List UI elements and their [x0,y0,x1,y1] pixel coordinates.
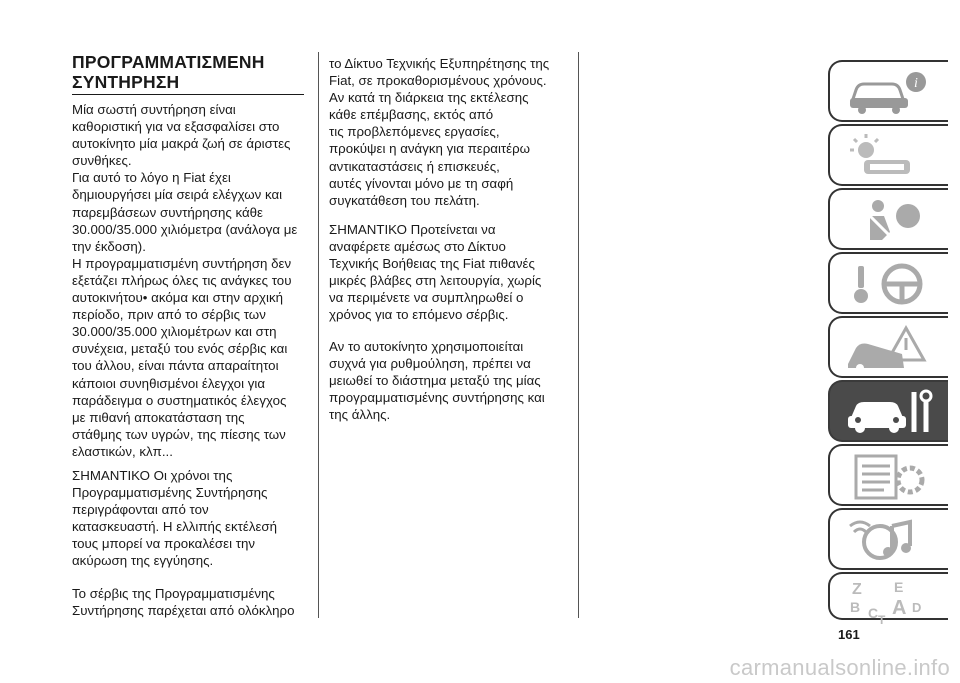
car-maintenance-icon [844,388,934,436]
svg-text:i: i [914,76,918,91]
tab-car-maintenance[interactable] [828,380,948,442]
tab-index[interactable] [828,572,948,624]
index-icon [844,580,934,624]
starting-driving-icon [844,260,934,308]
watermark: carmanualsonline.info [729,655,950,680]
tab-dashboard-lights[interactable] [828,124,948,186]
index-letter: A [892,597,907,619]
car-info-icon [844,68,934,116]
index-letter: B [850,599,861,615]
right-column-divider [578,52,579,618]
index-letter: D [912,600,922,615]
index-letter: C [868,605,879,621]
left-paragraph-2: ΣΗΜΑΝΤΙΚΟ Οι χρόνοι της Προγραμματισμένης Συντήρησης περιγράφονται από τον κατασκευαστή. Η ελλιπής εκτέλεσή τους μπορεί να προκαλέσει την ακύρωση της εγγύησης. [72,468,277,569]
left-paragraph-1: Μία σωστή συντήρηση είναι καθοριστική για να εξασφαλίσει στο αυτοκίνητο μία μακρά ζωή σε άριστες συνθήκες. Για αυτό το λόγο η Fiat έχει δημιουργήσει μία σειρά ελέγχων και παρεμβάσεων συντήρησης κάθε 30.000/35.000 χιλιόμετρα (ανάλογα με την έκδοση). Η προγραμματισμένη συντήρηση δεν εξετάζει πλήρως όλες τις ανάγκες του αυτοκινήτου• ακόμα και στην αρχική περίοδο, πριν από το σέρβις των 30.000/35.000 χιλιομέτρων και στη συνέχεια, μεταξύ του ενός σέρβις και του άλλου, είναι πάντα απαραίτητοι κάποιοι συνηθισμένοι έλεγχοι για παράδειγμα ο συστηματικός έλεγχος με πιθανή αποκατάσταση της στάθμης των υγρών, της πίεσης των ελαστικών, κλπ... [72,102,298,459]
title-underline [72,94,304,95]
page-number: 161 [838,627,860,642]
right-paragraph-3: Αν το αυτοκίνητο χρησιμοποιείται συχνά για ρυθμούληση, πρέπει να μειωθεί το διάστημα μεταξύ της μίας προγραμματισμένης συντήρησης και της άλλης. [329,339,545,423]
section-title-line1: ΠΡΟΓΡΑΜΜΑΤΙΣΜΕΝΗ [72,52,265,72]
technical-data-icon [844,452,934,500]
tab-car-info[interactable] [828,60,948,122]
tab-emergency[interactable] [828,316,948,378]
left-paragraph-3: Το σέρβις της Προγραμματισμένης Συντήρησης παρέχεται από ολόκληρο [72,586,295,619]
right-paragraph-2: ΣΗΜΑΝΤΙΚΟ Προτείνεται να αναφέρετε αμέσως στο Δίκτυο Τεχνικής Βοήθειας της Fiat πιθανές μικρές βλάβες στη λειτουργία, χωρίς να περιμένετε να συμπληρωθεί ο χρόνος για το επόμενο σέρβις. [329,222,542,323]
index-letter: Z [852,581,862,598]
index-letter: E [894,580,904,595]
dashboard-lights-icon [844,132,934,180]
tab-technical-data[interactable] [828,444,948,506]
safety-airbag-icon [844,196,934,244]
section-title-line2: ΣΥΝΤΗΡΗΣΗ [72,72,180,92]
tab-multimedia[interactable] [828,508,948,570]
tab-safety[interactable] [828,188,948,250]
index-letter: T [878,613,886,624]
right-paragraph-1: το Δίκτυο Τεχνικής Εξυπηρέτησης της Fiat, σε προκαθορισμένους χρόνους. Αν κατά τη διάρκεια της εκτέλεσης κάθε επέμβασης, εκτός από τις προβλεπόμενες εργασίες, προκύψει η ανάγκη για περαιτέρω αντικαταστάσεις ή επισκευές, αυτές γίνονται μόνο με τη σαφή συγκατάθεση του πελάτη. [329,56,550,208]
section-title [72,52,308,92]
column-divider [318,52,319,618]
tab-starting-driving[interactable] [828,252,948,314]
multimedia-icon [844,516,934,564]
emergency-icon [844,324,934,372]
